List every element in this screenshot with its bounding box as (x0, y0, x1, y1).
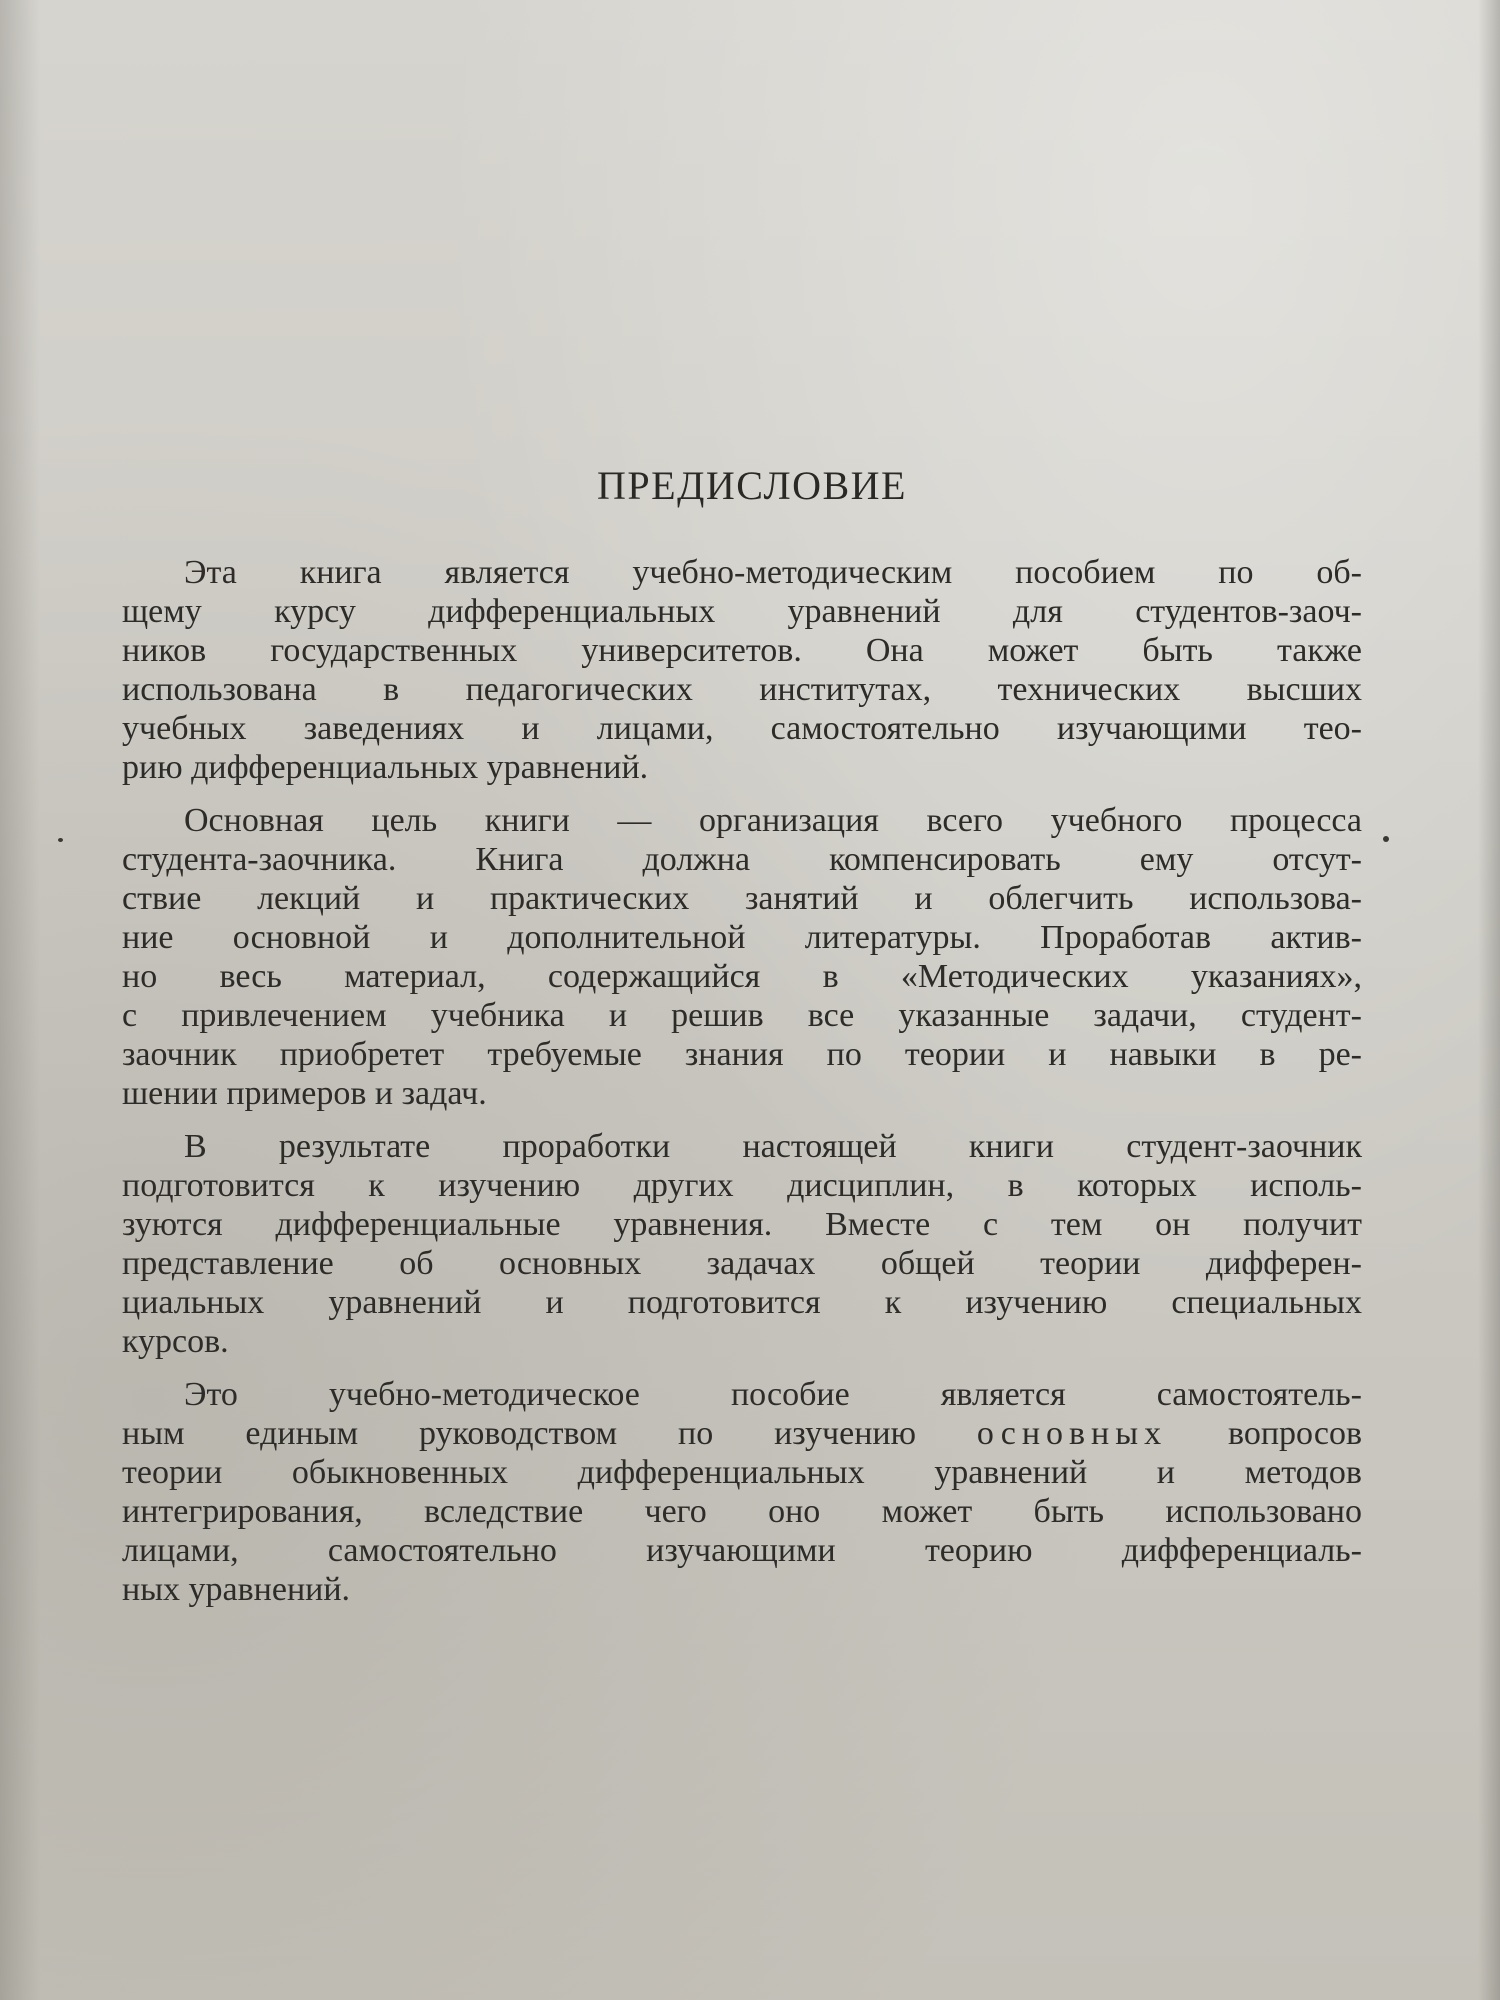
text-line: представление об основных задачах общей теории дифферен- (122, 1245, 1362, 1282)
paragraph-1 (122, 553, 1362, 787)
text-line: шении примеров и задач. (122, 1075, 487, 1112)
text-line: ние основной и дополнительной литературы. Проработав актив- (122, 919, 1362, 956)
page-edge (1478, 0, 1500, 2000)
text-line: ных уравнений. (122, 1571, 351, 1608)
preface-text (122, 462, 1362, 1623)
text-line: учебных заведениях и лицами, самостоятельно изучающими тео- (122, 710, 1362, 747)
text-line: ников государственных университетов. Она может быть также (122, 632, 1362, 669)
text-line: заочник приобретет требуемые знания по теории и навыки в ре- (122, 1036, 1362, 1073)
paragraph-2 (122, 801, 1362, 1113)
text-line: зуются дифференциальные уравнения. Вместе с тем он получит (122, 1206, 1362, 1243)
page-title: ПРЕДИСЛОВИЕ (597, 463, 907, 508)
text-line: лицами, самостоятельно изучающими теорию дифференциаль- (122, 1532, 1362, 1569)
emphasized-word: основных (976, 1415, 1168, 1452)
text-line: ствие лекций и практических занятий и облегчить использова- (122, 880, 1362, 917)
text-line-with-emphasis (122, 1414, 1362, 1453)
line-start: ным единым руководством по изучению (122, 1415, 916, 1452)
text-line: использована в педагогических институтах, технических высших (122, 671, 1362, 708)
text-line: но весь материал, содержащийся в «Методических указаниях», (122, 958, 1362, 995)
text-line: Это учебно-методическое пособие является самостоятель- (184, 1376, 1362, 1413)
text-line: курсов. (122, 1323, 229, 1360)
paper-speck (58, 838, 63, 842)
text-line: В результате проработки настоящей книги студент-заочник (184, 1128, 1362, 1165)
text-line: циальных уравнений и подготовится к изучению специальных (122, 1284, 1362, 1321)
text-line: подготовится к изучению других дисциплин, в которых исполь- (122, 1167, 1362, 1204)
text-line: теории обыкновенных дифференциальных уравнений и методов (122, 1454, 1362, 1491)
line-tail: вопросов (1228, 1415, 1363, 1452)
text-line: студента-заочника. Книга должна компенсировать ему отсут- (122, 841, 1362, 878)
text-line: Основная цель книги — организация всего учебного процесса (184, 802, 1362, 839)
paper-speck (1383, 836, 1389, 842)
text-line: Эта книга является учебно-методическим пособием по об- (184, 554, 1362, 591)
page-gutter-shadow (0, 0, 40, 2000)
text-line: рию дифференциальных уравнений. (122, 749, 649, 786)
paragraph-4 (122, 1375, 1362, 1609)
paragraph-3 (122, 1127, 1362, 1361)
text-line: щему курсу дифференциальных уравнений для студентов-заоч- (122, 593, 1362, 630)
text-line: интегрирования, вследствие чего оно может быть использовано (122, 1493, 1362, 1530)
text-line: с привлечением учебника и решив все указанные задачи, студент- (122, 997, 1362, 1034)
